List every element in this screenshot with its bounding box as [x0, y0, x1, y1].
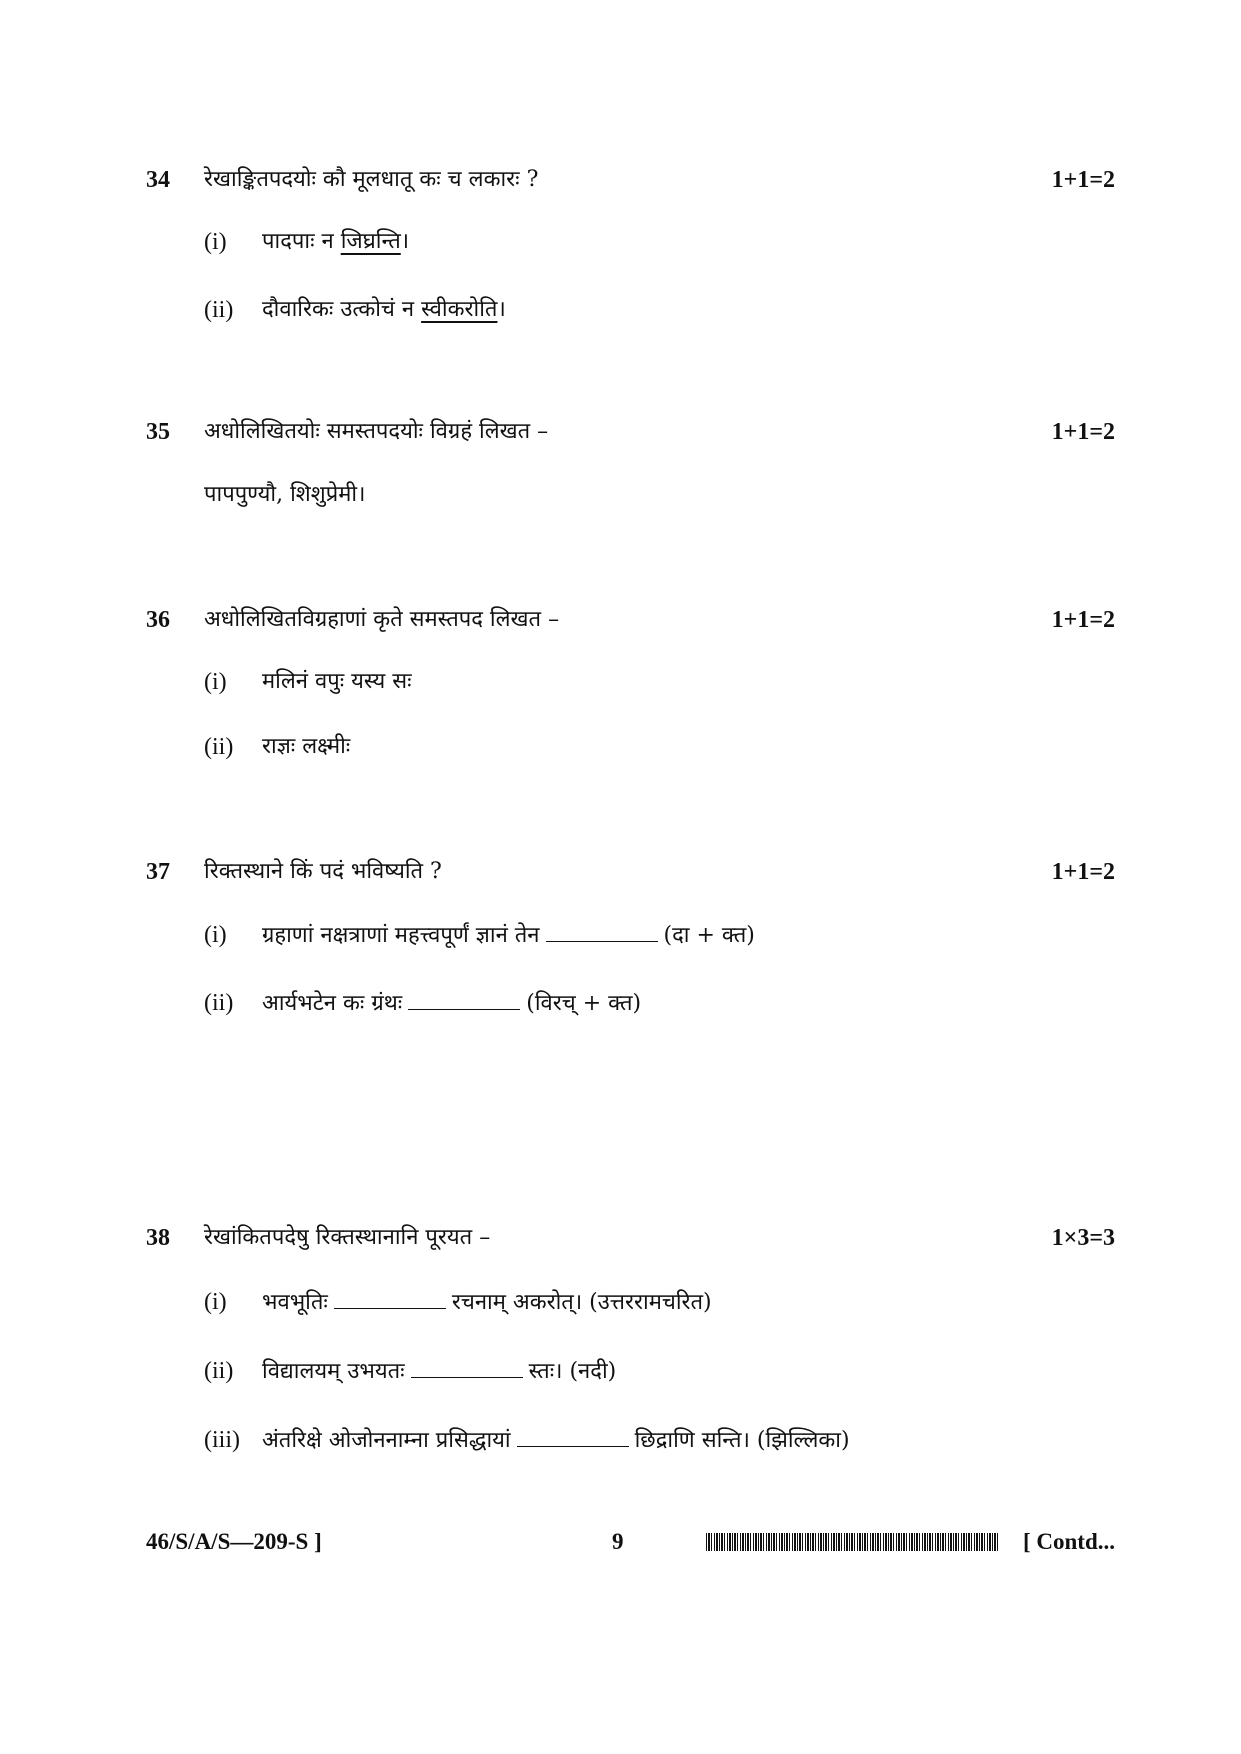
- question-number: 38: [146, 1225, 170, 1251]
- text-after: ।: [497, 297, 506, 322]
- fill-blank: [408, 983, 520, 1010]
- question-header: [0, 412, 1241, 452]
- sub-question: [0, 1282, 1241, 1322]
- fill-blank: [546, 915, 658, 942]
- sub-question: [0, 983, 1241, 1023]
- paper-code: 46/S/A/S—209-S ]: [146, 1529, 322, 1554]
- question-line: [0, 475, 1241, 515]
- sub-question-label: (i): [204, 922, 227, 948]
- text-after: ।: [400, 229, 410, 254]
- question-marks: 1+1=2: [1051, 167, 1115, 193]
- text-after: स्तः। (नदी): [528, 1359, 617, 1384]
- sub-question: [0, 1351, 1241, 1391]
- continued-label: [ Contd...: [1022, 1529, 1115, 1554]
- question-number: 34: [146, 167, 170, 193]
- sub-question-text: [262, 290, 506, 330]
- question-number: 35: [146, 419, 170, 445]
- question-text: रेखाङ्कितपदयोः कौ मूलधातू कः च लकारः ?: [204, 167, 539, 192]
- page-number: 9: [612, 1529, 624, 1554]
- sub-question-text: [262, 1420, 850, 1461]
- fill-blank: [411, 1351, 523, 1378]
- question-text: रेखांकितपदेषु रिक्तस्थानानि पूरयत –: [204, 1225, 491, 1250]
- question-37: [0, 852, 1241, 1023]
- fill-blank: [517, 1420, 629, 1447]
- underlined-word: स्वीकरोति: [421, 297, 498, 322]
- text-after: (दा + क्त): [663, 923, 755, 948]
- text-before: आर्यभटेन कः ग्रंथः: [262, 991, 403, 1016]
- question-marks: 1+1=2: [1051, 859, 1115, 885]
- question-38: [0, 1218, 1241, 1460]
- sub-question-text: [262, 222, 409, 262]
- sub-question-text: [262, 915, 755, 956]
- text-after: (विरच् + क्त): [526, 991, 642, 1016]
- question-header: [0, 600, 1241, 640]
- text-after: छिद्राणि सन्ति। (झिल्लिका): [634, 1428, 850, 1453]
- text-before: दौवारिकः उत्कोचं न: [262, 297, 422, 322]
- sub-question-text: [262, 1282, 712, 1323]
- text-before: भवभूतिः: [262, 1290, 328, 1315]
- text-before: अंतरिक्षे ओजोननाम्ना प्रसिद्धायां: [262, 1428, 511, 1453]
- sub-question: [0, 727, 1241, 767]
- question-text: रिक्तस्थाने किं पदं भविष्यति ?: [204, 859, 442, 884]
- text-after: रचनाम् अकरोत्। (उत्तररामचरित): [451, 1290, 712, 1315]
- sub-question: [0, 1420, 1241, 1460]
- sub-question: [0, 662, 1241, 702]
- question-marks: 1+1=2: [1051, 419, 1115, 445]
- sub-question: [0, 290, 1241, 330]
- sub-question-label: (ii): [204, 734, 234, 760]
- question-number: 36: [146, 607, 170, 633]
- fill-blank: [334, 1282, 446, 1309]
- question-text: अधोलिखितयोः समस्तपदयोः विग्रहं लिखत –: [204, 419, 549, 444]
- sub-question-label: (ii): [204, 990, 234, 1016]
- sub-question: [0, 915, 1241, 955]
- question-text: अधोलिखितविग्रहाणां कृते समस्तपद लिखत –: [204, 607, 560, 632]
- sub-question-label: (i): [204, 669, 227, 695]
- text-before: विद्यालयम् उभयतः: [262, 1359, 405, 1384]
- sub-question-label: (iii): [204, 1427, 240, 1453]
- compound-words: पापपुण्यौ, शिशुप्रेमी।: [204, 482, 366, 507]
- underlined-word: जिघ्रन्ति: [340, 229, 401, 254]
- question-36: [0, 600, 1241, 767]
- question-35: [0, 412, 1241, 515]
- question-header: [0, 1218, 1241, 1258]
- question-header: [0, 160, 1241, 200]
- sub-question-text: मलिनं वपुः यस्य सः: [262, 669, 412, 694]
- text-before: पादपाः न: [262, 229, 341, 254]
- question-34: [0, 160, 1241, 330]
- question-marks: 1+1=2: [1051, 607, 1115, 633]
- sub-question-text: [262, 983, 641, 1024]
- sub-question-label: (i): [204, 1289, 227, 1315]
- sub-question: [0, 222, 1241, 262]
- sub-question-text: राज्ञः लक्ष्मीः: [262, 734, 351, 759]
- sub-question-label: (ii): [204, 297, 234, 323]
- question-number: 37: [146, 859, 170, 885]
- question-header: [0, 852, 1241, 892]
- page-footer: [0, 1522, 1241, 1562]
- sub-question-label: (i): [204, 229, 227, 255]
- sub-question-text: [262, 1351, 616, 1392]
- barcode-icon: [706, 1533, 998, 1551]
- question-marks: 1×3=3: [1051, 1225, 1115, 1251]
- sub-question-label: (ii): [204, 1358, 234, 1384]
- text-before: ग्रहाणां नक्षत्राणां महत्त्वपूर्णं ज्ञानं तेन: [262, 923, 540, 948]
